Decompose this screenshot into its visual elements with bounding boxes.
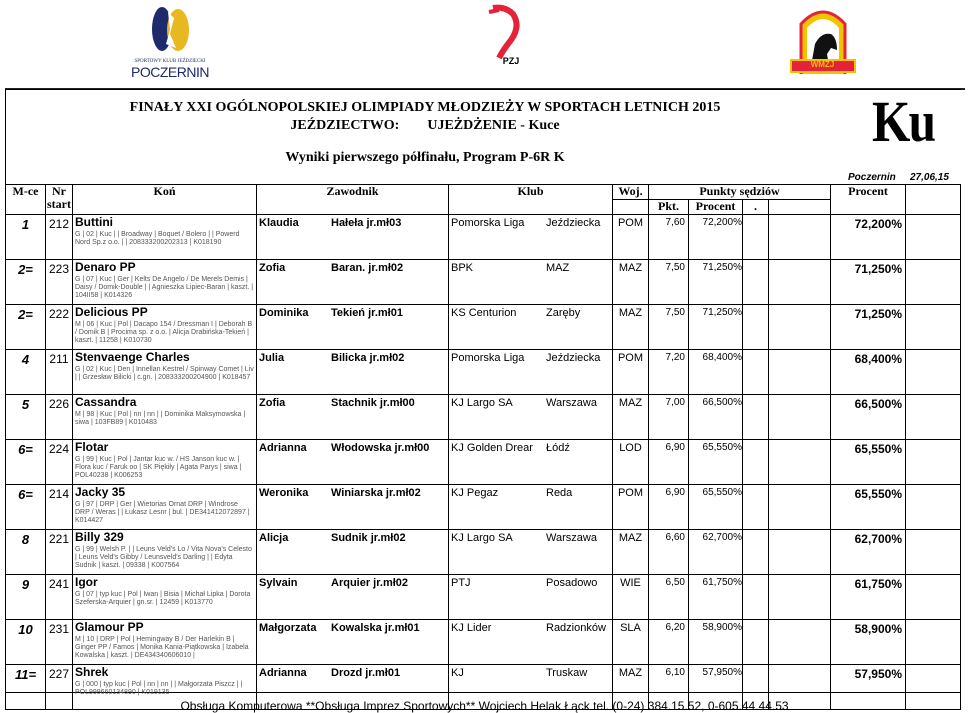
empty-cell — [906, 215, 961, 260]
horse-cell — [73, 260, 257, 305]
horse-name: Denaro PP — [75, 260, 136, 274]
club-name: Pomorska Liga — [451, 217, 525, 229]
judge-percent-cell: 58,900% — [689, 620, 743, 665]
horse-pedigree: G | 000 | typ kuc | Pol | nn | nn | | Małgorzata Piszcz | | POL999660134890 | K019135 — [75, 681, 243, 696]
rider-cell — [257, 575, 449, 620]
start-number-cell: 241 — [46, 575, 73, 620]
horse-pedigree: G | 02 | Kuc | | Broadway | Boquet / Bolero | | Powerd Nord Sp.z o.o. | | 208333200202313 | K018190 — [75, 231, 240, 246]
empty-cell — [906, 395, 961, 440]
judge-percent-cell: 71,250% — [689, 260, 743, 305]
col-judge-pct: Procent — [689, 200, 743, 215]
place-cell: 6= — [6, 440, 46, 485]
judge-empty-cell — [769, 530, 831, 575]
wmzj-text: WMZJ — [810, 60, 835, 69]
final-percent-cell: 66,500% — [831, 395, 906, 440]
judge-empty-cell — [743, 260, 769, 305]
place-cell: 9 — [6, 575, 46, 620]
voivodeship-cell: POM — [613, 215, 649, 260]
col-dot: . — [743, 200, 769, 215]
start-number-cell: 214 — [46, 485, 73, 530]
horse-name: Flotar — [75, 440, 109, 454]
horse-pedigree: G | 07 | typ kuc | Pol | Iwan | Bisia | Michał Lipka | Dorota Szeferska-Arquier | gn.sr. | 12459 | K013770 — [75, 591, 251, 606]
rider-cell — [257, 215, 449, 260]
judge-empty-cell — [743, 575, 769, 620]
judge-points-cell: 6,90 — [649, 440, 689, 485]
rider-first-name: Małgorzata — [259, 622, 317, 634]
poczernin-club-logo — [110, 4, 230, 80]
club-city: Jeździecka — [546, 352, 601, 364]
rider-last-name: Baran. jr.mł02 — [331, 262, 404, 274]
judge-points-cell: 7,50 — [649, 260, 689, 305]
wmzj-logo — [780, 4, 865, 81]
horse-name: Billy 329 — [75, 530, 124, 544]
table-row — [6, 260, 961, 305]
judge-percent-cell: 65,550% — [689, 485, 743, 530]
club-name: PTJ — [451, 577, 471, 589]
judge-empty-cell — [743, 530, 769, 575]
judge-percent-cell: 72,200% — [689, 215, 743, 260]
club-city: Jeździecka — [546, 217, 601, 229]
club-cell — [449, 440, 613, 485]
place-cell: 2= — [6, 305, 46, 350]
horse-name: Shrek — [75, 665, 109, 679]
club-city: Warszawa — [546, 397, 597, 409]
place-cell: 8 — [6, 530, 46, 575]
competition-title: FINAŁY XXI OGÓLNOPOLSKIEJ OLIMPIADY MŁODZIEŻY W SPORTACH LETNICH 2015 — [129, 100, 721, 115]
footer-credits: Obsługa Komputerowa **Obsługa Imprez Sportowych** Wojciech Helak Łąck tel. (0-24) 384.15.52, 0-605.44.44.53 — [180, 699, 789, 713]
start-number-cell: 227 — [46, 665, 73, 710]
table-row — [6, 350, 961, 395]
horse-cell — [73, 350, 257, 395]
club-name: KJ Lider — [451, 622, 492, 634]
rider-cell — [257, 485, 449, 530]
voivodeship-cell: MAZ — [613, 260, 649, 305]
judge-points-cell: 6,50 — [649, 575, 689, 620]
club-city: Posadowo — [546, 577, 598, 589]
club-name: BPK — [451, 262, 474, 274]
judge-percent-cell: 65,550% — [689, 440, 743, 485]
final-percent-cell: 57,950% — [831, 665, 906, 710]
club-name: KJ Golden Drear — [451, 442, 533, 454]
horse-pedigree: G | 99 | Welsh P. | | Leuns Veld's Lo / Vita Nova's Celesto | Leuns Veld's Gibby / Leunsveld's Darling | | Edyta Sudnik | kaszt. | 09338 | K007564 — [75, 546, 252, 569]
voivodeship-cell: POM — [613, 350, 649, 395]
club-city: Zaręby — [546, 307, 581, 319]
rider-last-name: Włodowska jr.mł00 — [331, 442, 430, 454]
rider-cell — [257, 440, 449, 485]
table-row — [6, 305, 961, 350]
col-club: Klub — [449, 185, 613, 215]
place-cell: 5 — [6, 395, 46, 440]
category-code: Ku — [872, 89, 935, 154]
results-table — [5, 184, 961, 710]
club-name: KJ Largo SA — [451, 532, 513, 544]
col-judges: Punkty sędziów — [649, 185, 831, 200]
club-cell — [449, 350, 613, 395]
club-name: KJ — [451, 667, 464, 679]
judge-empty-cell — [769, 485, 831, 530]
col-woj: Woj. — [613, 185, 649, 200]
rider-last-name: Winiarska jr.mł02 — [331, 487, 421, 499]
final-percent-cell: 68,400% — [831, 350, 906, 395]
horse-name: Stenvaenge Charles — [75, 350, 190, 364]
place-cell: 4 — [6, 350, 46, 395]
judge-percent-cell: 66,500% — [689, 395, 743, 440]
start-number-cell: 226 — [46, 395, 73, 440]
empty-cell — [906, 485, 961, 530]
col-rider: Zawodnik — [257, 185, 449, 215]
judge-points-cell: 7,20 — [649, 350, 689, 395]
final-percent-cell: 58,900% — [831, 620, 906, 665]
empty-cell — [906, 350, 961, 395]
final-percent-cell: 72,200% — [831, 215, 906, 260]
logo-title: POCZERNIN — [131, 64, 209, 80]
judge-points-cell: 6,10 — [649, 665, 689, 710]
empty-cell — [906, 620, 961, 665]
empty-cell — [906, 305, 961, 350]
judge-empty-cell — [743, 620, 769, 665]
judge-empty-cell — [743, 350, 769, 395]
rider-last-name: Tekień jr.mł01 — [331, 307, 403, 319]
event-place: Poczernin — [848, 172, 896, 183]
horse-cell — [73, 575, 257, 620]
results-subtitle: Wyniki pierwszego półfinału, Program P-6R K — [285, 150, 565, 165]
judge-empty-cell — [743, 440, 769, 485]
voivodeship-cell: MAZ — [613, 530, 649, 575]
rider-first-name: Adrianna — [259, 442, 307, 454]
col-percent: Procent — [831, 185, 906, 215]
rider-cell — [257, 350, 449, 395]
start-number-cell: 221 — [46, 530, 73, 575]
club-cell — [449, 530, 613, 575]
horse-pedigree: G | 97 | DRP | Ger | Wietorias Ornat DRP | Windrose DRP / Weras | | Łukasz Lesnr | bul. | DE341412072897 | K014427 — [75, 501, 250, 524]
club-city: Truskaw — [546, 667, 588, 679]
club-city: Warszawa — [546, 532, 597, 544]
rider-last-name: Hałeła jr.mł03 — [331, 217, 402, 229]
place-cell: 2= — [6, 260, 46, 305]
final-percent-cell: 71,250% — [831, 260, 906, 305]
start-number-cell: 231 — [46, 620, 73, 665]
rider-last-name: Arquier jr.mł02 — [331, 577, 409, 589]
start-number-cell: 211 — [46, 350, 73, 395]
voivodeship-cell: LOD — [613, 440, 649, 485]
table-row — [6, 620, 961, 665]
rider-first-name: Zofia — [259, 397, 286, 409]
horse-cell — [73, 530, 257, 575]
col-empty — [906, 185, 961, 215]
final-percent-cell: 65,550% — [831, 440, 906, 485]
horse-pedigree: G | 02 | Kuc | Den | Innellan Kestrel / Spinway Comet | Liv | | Grzesław Bilicki | c.gn. | 208333200204900 | K018457 — [75, 366, 254, 381]
rider-first-name: Julia — [259, 352, 285, 364]
judge-points-cell: 7,60 — [649, 215, 689, 260]
table-row — [6, 215, 961, 260]
pzj-text: PZJ — [502, 56, 520, 66]
horse-pedigree: G | 07 | Kuc | Ger | Kelts De Angelo / De Merels Demis | Daisy / Domik-Double | | Agnieszka Lipiec-Baran | kaszt. | 104II58 | K014326 — [75, 276, 254, 299]
club-cell — [449, 395, 613, 440]
table-row — [6, 530, 961, 575]
final-percent-cell: 62,700% — [831, 530, 906, 575]
club-cell — [449, 485, 613, 530]
horse-cell — [73, 395, 257, 440]
start-number-cell: 212 — [46, 215, 73, 260]
empty-cell — [906, 530, 961, 575]
club-cell — [449, 575, 613, 620]
rider-first-name: Alicja — [259, 532, 289, 544]
rider-last-name: Sudnik jr.mł02 — [331, 532, 406, 544]
voivodeship-cell: POM — [613, 485, 649, 530]
club-cell — [449, 620, 613, 665]
rider-cell — [257, 395, 449, 440]
rider-cell — [257, 305, 449, 350]
judge-empty-cell — [769, 440, 831, 485]
rider-last-name: Drozd jr.mł01 — [331, 667, 401, 679]
final-percent-cell: 71,250% — [831, 305, 906, 350]
judge-empty-cell — [769, 260, 831, 305]
horse-name: Igor — [75, 575, 98, 589]
horse-pedigree: M | 06 | Kuc | Pol | Dacapo 154 / Dressman I | Deborah B / Domik B | Procima sp. z o.o. | Alicja Drabińska-Tekień | kaszt. | 11258 | K010730 — [75, 321, 253, 344]
place-cell: 1 — [6, 215, 46, 260]
horse-emblem-icon — [140, 4, 200, 54]
judge-percent-cell: 71,250% — [689, 305, 743, 350]
table-row — [6, 395, 961, 440]
rider-cell — [257, 530, 449, 575]
club-city: Łódź — [546, 442, 570, 454]
horse-cell — [73, 440, 257, 485]
judge-empty-cell — [769, 350, 831, 395]
judge-points-cell: 6,20 — [649, 620, 689, 665]
horse-pedigree: G | 99 | Kuc | Pol | Jantar kuc w. / HS Janson kuc w. | Flora kuc / Faruk oo | SK Piękiły | Agata Parys | siwa | POL40238 | K006253 — [75, 456, 242, 479]
start-number-cell: 222 — [46, 305, 73, 350]
rider-first-name: Weronika — [259, 487, 309, 499]
club-city: Reda — [546, 487, 573, 499]
club-cell — [449, 215, 613, 260]
club-name: KS Centurion — [451, 307, 517, 319]
empty-cell — [906, 260, 961, 305]
horse-cell — [73, 305, 257, 350]
rider-cell — [257, 260, 449, 305]
club-cell — [449, 305, 613, 350]
place-cell: 11= — [6, 665, 46, 710]
voivodeship-cell: MAZ — [613, 305, 649, 350]
col-place: M-ce — [6, 185, 46, 215]
rider-last-name: Stachnik jr.mł00 — [331, 397, 415, 409]
club-cell — [449, 260, 613, 305]
start-number-cell: 223 — [46, 260, 73, 305]
voivodeship-cell: MAZ — [613, 665, 649, 710]
judge-points-cell: 7,00 — [649, 395, 689, 440]
judge-points-cell: 7,50 — [649, 305, 689, 350]
club-name: KJ Largo SA — [451, 397, 513, 409]
table-row — [6, 440, 961, 485]
event-date: 27,06,15 — [910, 172, 949, 183]
judge-percent-cell: 62,700% — [689, 530, 743, 575]
pzj-emblem-icon — [485, 4, 525, 59]
rider-first-name: Dominika — [259, 307, 309, 319]
col-pkt: Pkt. — [649, 200, 689, 215]
col-judge-empty — [769, 200, 831, 215]
judge-empty-cell — [743, 395, 769, 440]
horse-cell — [73, 215, 257, 260]
judge-empty-cell — [743, 215, 769, 260]
discipline-title: JEŹDZIECTWO: UJEŻDŻENIE - Kuce — [290, 118, 560, 133]
club-name: KJ Pegaz — [451, 487, 499, 499]
horse-name: Glamour PP — [75, 620, 144, 634]
rider-first-name: Sylvain — [259, 577, 298, 589]
rider-cell — [257, 620, 449, 665]
horse-name: Cassandra — [75, 395, 137, 409]
table-row — [6, 575, 961, 620]
judge-empty-cell — [769, 305, 831, 350]
start-number-cell: 224 — [46, 440, 73, 485]
club-city: Radzionków — [546, 622, 606, 634]
col-start-label: start — [47, 197, 71, 211]
col-woj-sub — [613, 200, 649, 215]
rider-first-name: Adrianna — [259, 667, 307, 679]
voivodeship-cell: MAZ — [613, 395, 649, 440]
rider-last-name: Kowalska jr.mł01 — [331, 622, 420, 634]
logo-subtitle: SPORTOWY KLUB JEŹDZIECKI — [134, 59, 206, 64]
horse-pedigree: M | 98 | Kuc | Pol | nn | nn | | Dominika Maksymowska | siwa | 103FB89 | K010483 — [75, 411, 246, 426]
pzj-logo — [480, 4, 530, 66]
col-horse: Koń — [73, 185, 257, 215]
horse-name: Buttini — [75, 215, 113, 229]
final-percent-cell: 61,750% — [831, 575, 906, 620]
judge-percent-cell: 57,950% — [689, 665, 743, 710]
col-nr-label: Nr — [52, 184, 66, 198]
empty-cell — [906, 440, 961, 485]
final-percent-cell: 65,550% — [831, 485, 906, 530]
club-name: Pomorska Liga — [451, 352, 525, 364]
voivodeship-cell: WIE — [613, 575, 649, 620]
judge-points-cell: 6,90 — [649, 485, 689, 530]
rider-first-name: Zofia — [259, 262, 286, 274]
table-row — [6, 485, 961, 530]
rider-last-name: Bilicka jr.mł02 — [331, 352, 405, 364]
judge-percent-cell: 68,400% — [689, 350, 743, 395]
horse-cell — [73, 620, 257, 665]
voivodeship-cell: SLA — [613, 620, 649, 665]
judge-percent-cell: 61,750% — [689, 575, 743, 620]
judge-empty-cell — [743, 485, 769, 530]
place-cell: 10 — [6, 620, 46, 665]
place-cell: 6= — [6, 485, 46, 530]
horse-cell — [73, 485, 257, 530]
club-city: MAZ — [546, 262, 570, 274]
judge-points-cell: 6,60 — [649, 530, 689, 575]
horse-name: Delicious PP — [75, 305, 148, 319]
judge-empty-cell — [769, 620, 831, 665]
horse-pedigree: M | 10 | DRP | Pol | Hemingway B / Der Harlekin B | Ginger PP / Famos | Monika Kania-Piątkowska | Izabela Kowalska | kaszt. | DE434340606010 | — [75, 636, 249, 659]
rider-first-name: Klaudia — [259, 217, 299, 229]
judge-empty-cell — [769, 575, 831, 620]
horse-name: Jacky 35 — [75, 485, 126, 499]
col-nr — [46, 185, 73, 215]
judge-empty-cell — [743, 305, 769, 350]
empty-cell — [906, 575, 961, 620]
judge-empty-cell — [769, 395, 831, 440]
judge-empty-cell — [769, 215, 831, 260]
